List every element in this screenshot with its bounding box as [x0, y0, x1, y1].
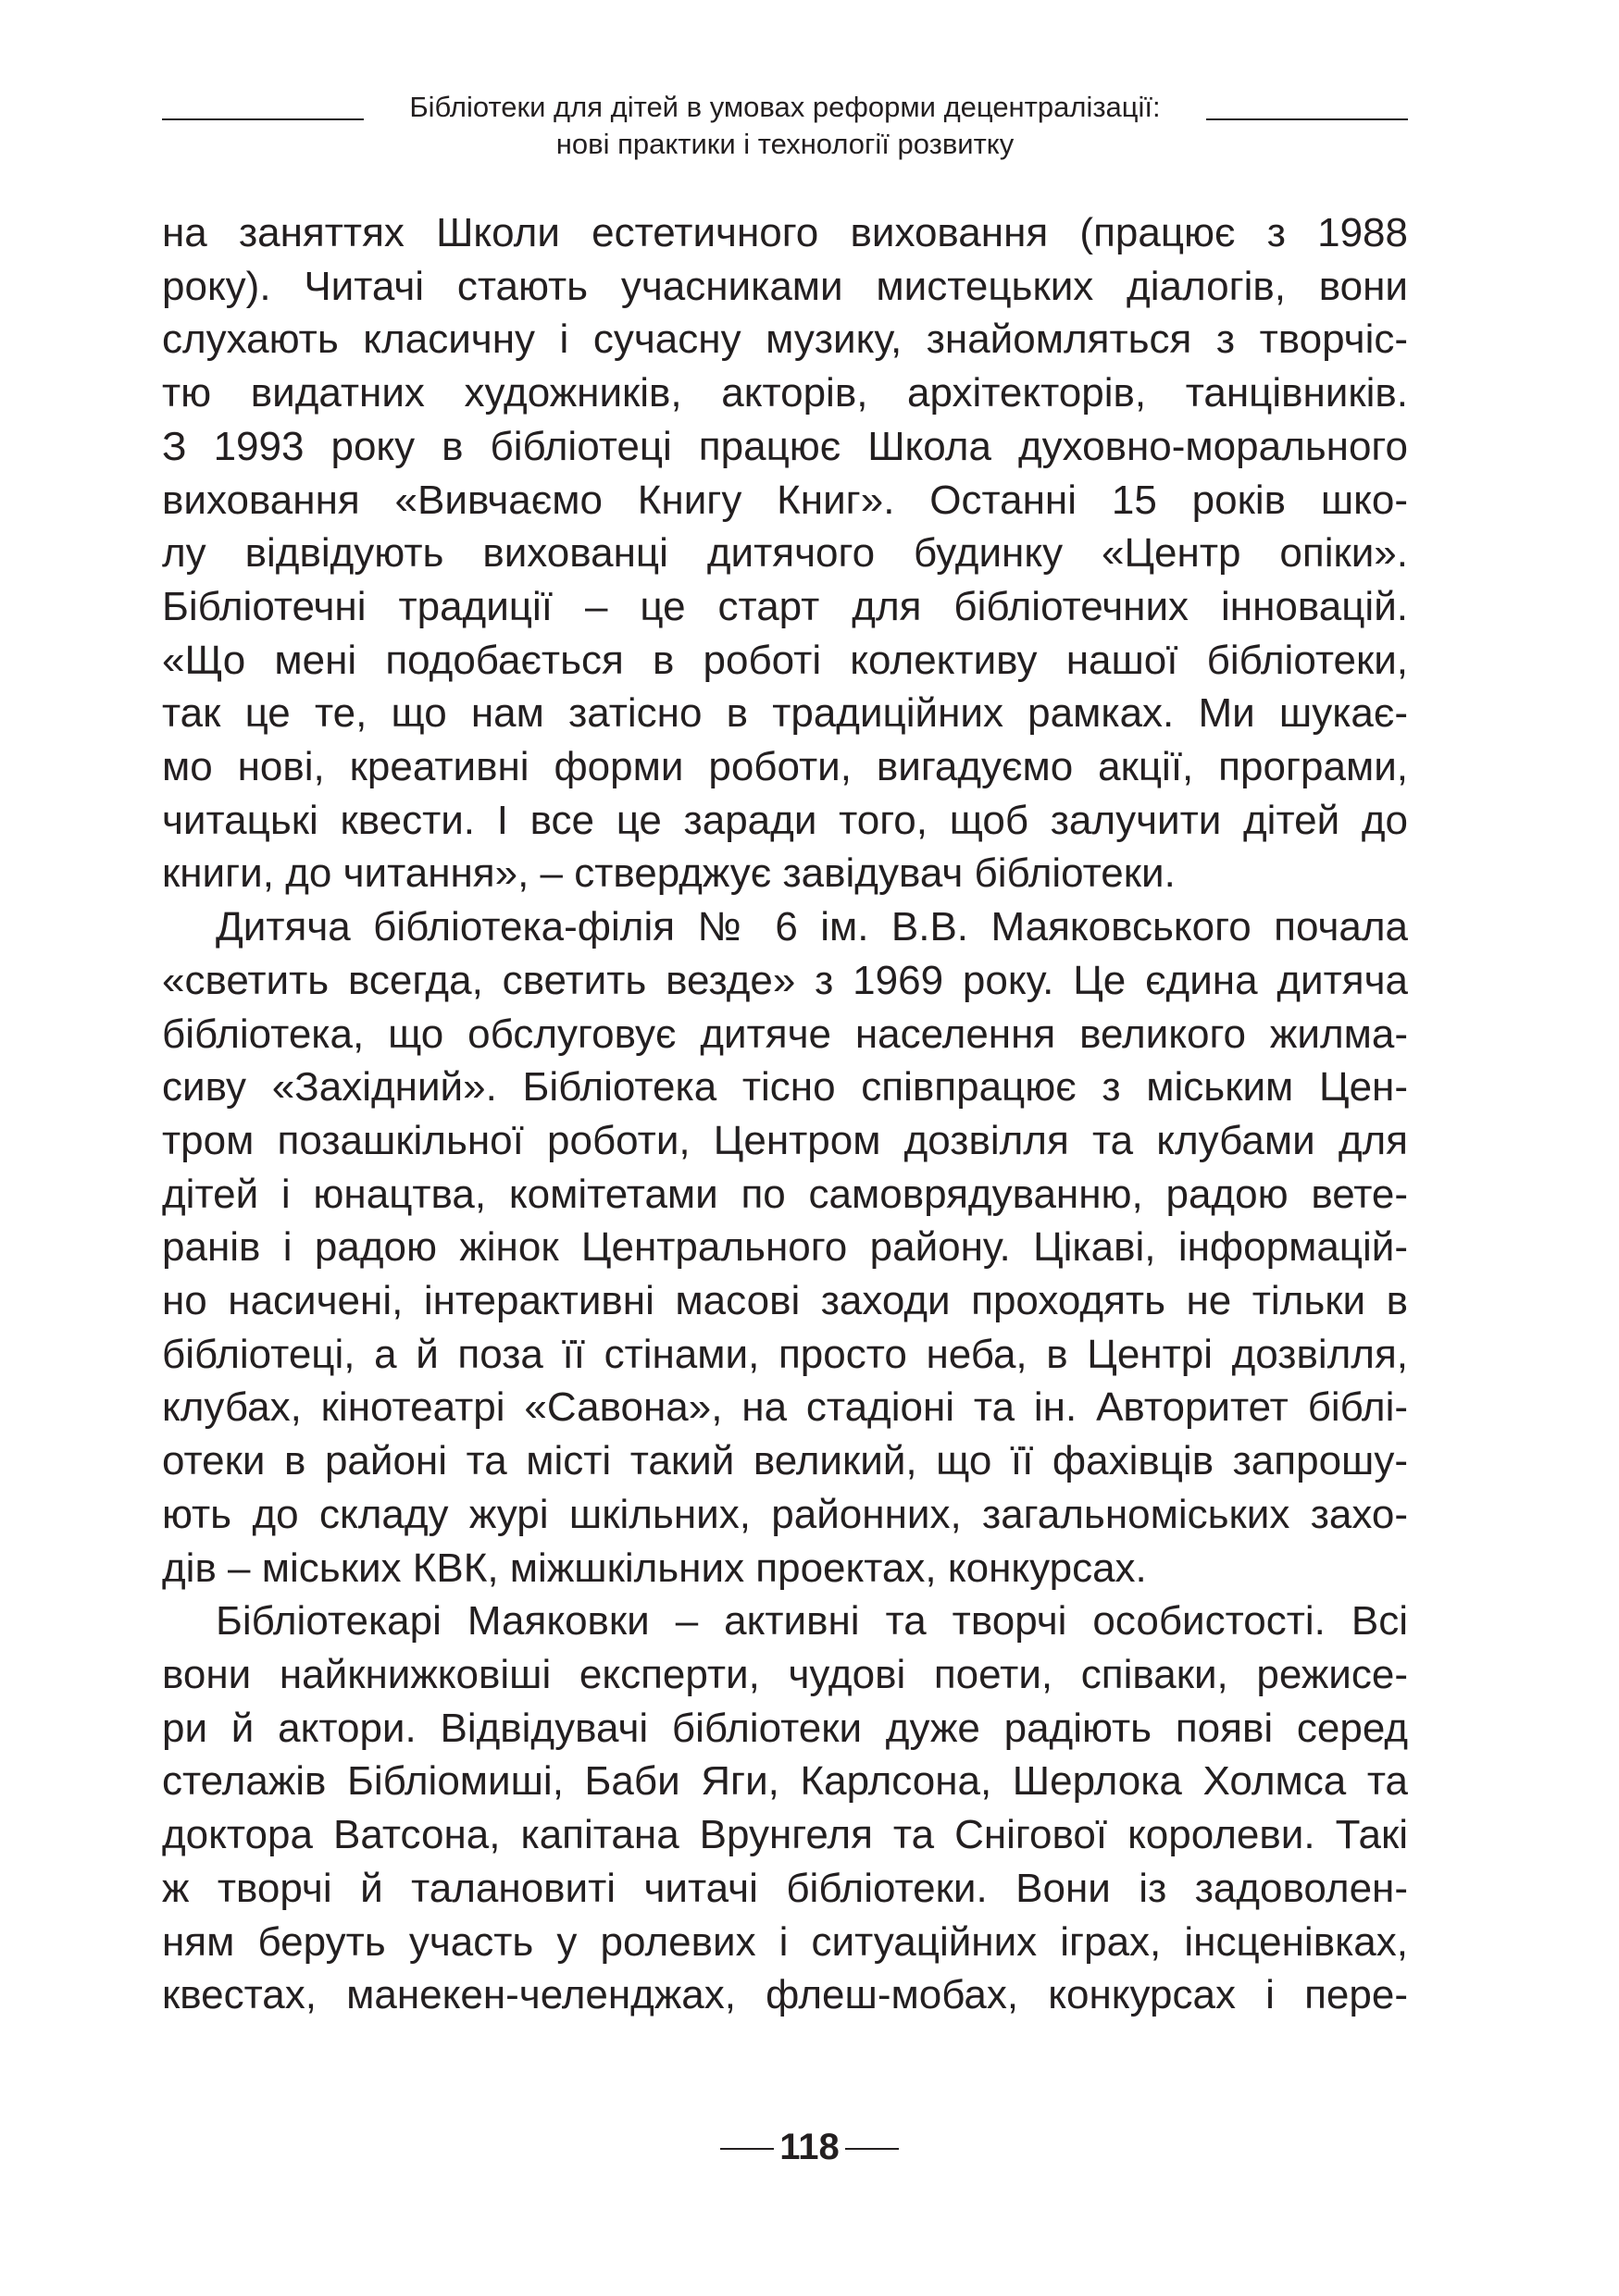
text-line: ють до складу журі шкільних, районних, загальноміських захо- — [162, 1491, 1408, 1537]
text-line: доктора Ватсона, капітана Врунгеля та Снігової королеви. Такі — [162, 1812, 1408, 1858]
text-line: Дитяча бібліотека-філія № 6 ім. В.В. Маяковського почала — [216, 904, 1408, 950]
text-line: тю видатних художників, акторів, архітекторів, танцівників. — [162, 370, 1408, 416]
text-line: отеки в районі та місті такий великий, що її фахівців запрошу- — [162, 1438, 1408, 1484]
text-line: Бібліотечні традиції – це старт для бібліотечних інновацій. — [162, 583, 1408, 629]
page-number-dash-left — [720, 2148, 774, 2150]
text-line: читацькі квести. І все це заради того, щоб залучити дітей до — [162, 797, 1408, 843]
text-line: ж творчі й талановиті читачі бібліотеки. Вони із задоволен- — [162, 1865, 1408, 1911]
main-text — [162, 206, 1408, 2022]
text-line: лу відвідують вихованці дитячого будинку «Центр опіки». — [162, 530, 1408, 577]
text-line: на заняттях Школи естетичного виховання (працює з 1988 — [162, 210, 1408, 255]
text-line: тром позашкільної роботи, Центром дозвілля та клубами для — [162, 1117, 1408, 1163]
running-header-title: Бібліотеки для дітей в умовах реформи децентралізації: — [409, 91, 1161, 123]
page-footer — [0, 2127, 1619, 2167]
page-number-dash-right — [845, 2148, 899, 2150]
text-line: ням беруть участь у ролевих і ситуаційних іграх, інсценівках, — [162, 1918, 1408, 1965]
text-line: мо нові, креативні форми роботи, вигадуємо акції, програми, — [162, 744, 1408, 790]
paragraph-3 — [162, 1595, 1408, 2022]
text-line: дів – міських КВК, міжшкільних проектах, конкурсах. — [162, 1545, 1147, 1591]
text-line: виховання «Вивчаємо Книгу Книг». Останні 15 років шко- — [162, 477, 1408, 523]
text-line: книги, до читання», – стверджує завідувач бібліотеки. — [162, 850, 1176, 897]
text-line: сиву «Західний». Бібліотека тісно співпрацює з міським Цен- — [162, 1064, 1408, 1111]
text-line: вони найкнижковіші експерти, чудові поети, співаки, режисе- — [162, 1651, 1408, 1697]
text-line: З 1993 року в бібліотеці працює Школа духовно-морального — [162, 423, 1408, 469]
text-line: року). Читачі стають учасниками мистецьких діалогів, вони — [162, 263, 1408, 309]
text-line: ранів і радою жінок Центрального району. Цікаві, інформацій- — [162, 1224, 1408, 1271]
text-line: «Що мені подобається в роботі колективу нашої бібліотеки, — [162, 637, 1408, 683]
running-header — [162, 89, 1408, 163]
running-header-line-1 — [162, 89, 1408, 126]
text-line: квестах, манекен-челенджах, флеш-мобах, конкурсах і пере- — [162, 1972, 1408, 2018]
running-header-subtitle: нові практики і технології розвитку — [555, 128, 1015, 160]
header-rule-right — [1206, 118, 1408, 120]
text-line: «светить всегда, светить везде» з 1969 року. Це єдина дитяча — [162, 957, 1408, 1003]
text-line: слухають класичну і сучасну музику, знайомляться з творчіс- — [162, 316, 1408, 363]
header-rule-left — [162, 118, 364, 120]
running-header-line-2 — [162, 126, 1408, 163]
text-line: бібліотеці, а й поза її стінами, просто неба, в Центрі дозвілля, — [162, 1331, 1408, 1377]
text-line: но насичені, інтерактивні масові заходи проходять не тільки в — [162, 1278, 1408, 1324]
text-line: дітей і юнацтва, комітетами по самоврядуванню, радою вете- — [162, 1171, 1408, 1217]
text-line: так це те, що нам затісно в традиційних рамках. Ми шукає- — [162, 690, 1408, 737]
paragraph-1 — [162, 206, 1408, 900]
text-line: ри й актори. Відвідувачі бібліотеки дуже радіють появі серед — [162, 1705, 1408, 1751]
text-line: клубах, кінотеатрі «Савона», на стадіоні та ін. Авторитет біблі- — [162, 1384, 1408, 1431]
paragraph-2 — [162, 900, 1408, 1595]
text-line: Бібліотекарі Маяковки – активні та творчі особистості. Всі — [216, 1598, 1408, 1644]
page-number: 118 — [779, 2127, 840, 2167]
text-line: бібліотека, що обслуговує дитяче населення великого жилма- — [162, 1011, 1408, 1057]
text-line: стелажів Бібліомиші, Баби Яги, Карлсона, Шерлока Холмса та — [162, 1758, 1408, 1805]
